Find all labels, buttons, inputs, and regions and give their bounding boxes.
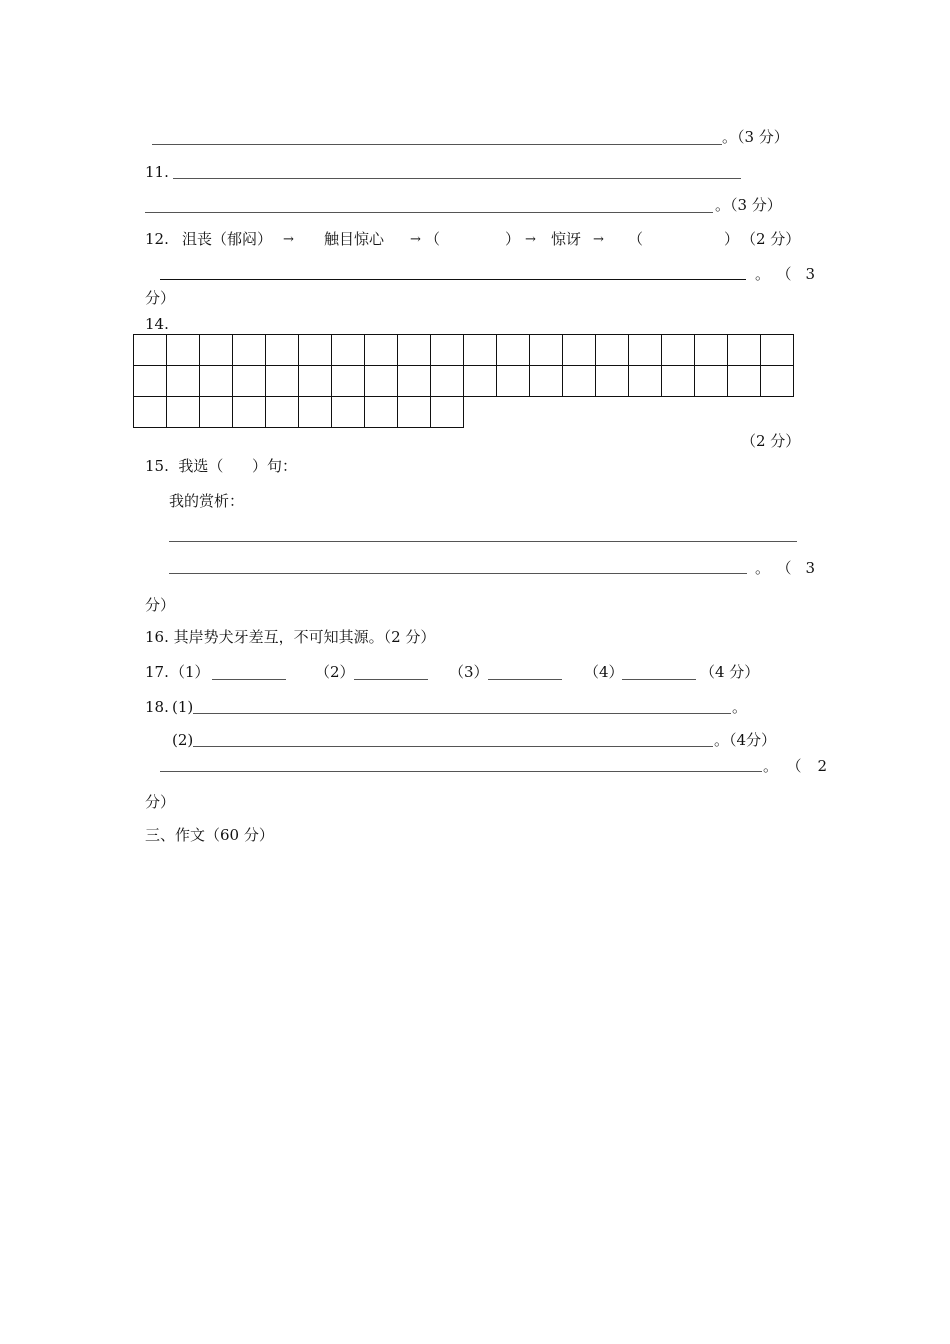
grid-cell[interactable]: [331, 365, 365, 397]
score-14: （2 分）: [741, 432, 801, 450]
answer-line-11b[interactable]: [145, 212, 713, 213]
q12-item-2: 触目惊心: [324, 230, 385, 248]
arrow-icon: →: [410, 232, 421, 247]
grid-cell[interactable]: [463, 365, 497, 397]
score-11: 。（3 分）: [715, 196, 782, 214]
question-11-number: 11.: [145, 163, 169, 181]
grid-cell[interactable]: [133, 396, 167, 428]
grid-cell[interactable]: [694, 365, 728, 397]
grid-row-2[interactable]: [134, 366, 794, 397]
answer-line-13[interactable]: [160, 279, 746, 280]
grid-cell[interactable]: [298, 396, 332, 428]
score-19: 。（2: [763, 757, 844, 775]
grid-cell[interactable]: [760, 334, 794, 366]
q18-part-2-label: (2): [172, 731, 194, 749]
question-15-prompt: 15. 我选（ ）句：: [145, 457, 298, 475]
answer-line-19[interactable]: [160, 771, 762, 772]
q12-item-1: 沮丧（郁闷）: [182, 230, 273, 248]
grid-cell[interactable]: [265, 396, 299, 428]
grid-cell[interactable]: [331, 396, 365, 428]
score-15: 。（3: [755, 559, 830, 577]
grid-cell[interactable]: [430, 334, 464, 366]
answer-line-15b[interactable]: [169, 573, 747, 574]
grid-row-1[interactable]: [134, 335, 794, 366]
q17-label-1: （1）: [170, 663, 210, 681]
grid-cell[interactable]: [397, 396, 431, 428]
grid-cell[interactable]: [364, 365, 398, 397]
answer-line-18b[interactable]: [193, 746, 713, 747]
grid-cell[interactable]: [562, 334, 596, 366]
grid-cell[interactable]: [661, 334, 695, 366]
grid-cell[interactable]: [430, 396, 464, 428]
q12-item-4: 惊讶: [551, 230, 582, 248]
grid-cell[interactable]: [694, 334, 728, 366]
question-14-number: 14.: [145, 315, 169, 333]
grid-cell[interactable]: [562, 365, 596, 397]
answer-line-15a[interactable]: [169, 541, 797, 542]
q18-part-1-label: (1): [172, 698, 194, 716]
score-18: 。（4分）: [714, 731, 777, 749]
score-12: （2 分）: [741, 230, 801, 248]
answer-line-10[interactable]: [152, 144, 722, 145]
arrow-icon: →: [283, 232, 294, 247]
grid-cell[interactable]: [232, 334, 266, 366]
q17-blank-1[interactable]: [212, 679, 286, 680]
grid-cell[interactable]: [265, 365, 299, 397]
grid-cell[interactable]: [133, 334, 167, 366]
grid-cell[interactable]: [397, 365, 431, 397]
score-10: 。（3 分）: [722, 128, 789, 146]
grid-cell[interactable]: [496, 365, 530, 397]
grid-cell[interactable]: [199, 365, 233, 397]
grid-cell[interactable]: [628, 365, 662, 397]
q12-blank-1-open[interactable]: （: [425, 230, 441, 248]
q17-blank-4[interactable]: [622, 679, 696, 680]
answer-line-11a[interactable]: [173, 178, 741, 179]
q12-blank-2-open[interactable]: （: [628, 230, 644, 248]
score-17: （4 分）: [700, 663, 760, 681]
score-15-wrap: 分）: [145, 596, 176, 614]
arrow-icon: →: [593, 232, 604, 247]
grid-cell[interactable]: [430, 365, 464, 397]
question-18-number: 18.: [145, 698, 169, 716]
grid-cell[interactable]: [661, 365, 695, 397]
grid-cell[interactable]: [166, 365, 200, 397]
grid-cell[interactable]: [463, 334, 497, 366]
grid-cell[interactable]: [727, 365, 761, 397]
grid-cell[interactable]: [232, 396, 266, 428]
grid-cell[interactable]: [595, 334, 629, 366]
grid-cell[interactable]: [364, 334, 398, 366]
grid-cell[interactable]: [628, 334, 662, 366]
q17-blank-3[interactable]: [488, 679, 562, 680]
q15-appreciation-label: 我的赏析：: [169, 492, 245, 510]
grid-cell[interactable]: [364, 396, 398, 428]
grid-cell[interactable]: [298, 365, 332, 397]
score-13-wrap: 分）: [145, 289, 176, 307]
grid-cell[interactable]: [265, 334, 299, 366]
arrow-icon: →: [525, 232, 536, 247]
question-16: 16. 其岸势犬牙差互，不可知其源。（2 分）: [145, 628, 436, 646]
q17-label-4: （4）: [584, 663, 624, 681]
q12-blank-2-close: ）: [724, 230, 740, 248]
question-17-number: 17.: [145, 663, 169, 681]
grid-cell[interactable]: [331, 334, 365, 366]
answer-line-18a[interactable]: [193, 713, 731, 714]
grid-cell[interactable]: [529, 365, 563, 397]
grid-cell[interactable]: [166, 396, 200, 428]
grid-cell[interactable]: [529, 334, 563, 366]
q17-label-3: （3）: [449, 663, 489, 681]
grid-cell[interactable]: [727, 334, 761, 366]
grid-cell[interactable]: [199, 396, 233, 428]
grid-cell[interactable]: [133, 365, 167, 397]
score-19-wrap: 分）: [145, 793, 176, 811]
grid-cell[interactable]: [397, 334, 431, 366]
grid-cell[interactable]: [760, 365, 794, 397]
grid-cell[interactable]: [232, 365, 266, 397]
q17-blank-2[interactable]: [354, 679, 428, 680]
grid-cell[interactable]: [595, 365, 629, 397]
question-12-number: 12.: [145, 230, 169, 248]
grid-row-3[interactable]: [134, 397, 464, 428]
q12-blank-1-close: ）: [505, 230, 521, 248]
grid-cell[interactable]: [166, 334, 200, 366]
section-3-heading: 三、作文（60 分）: [145, 826, 274, 844]
score-13: 。（3: [755, 265, 830, 283]
q18-end-1: 。: [732, 698, 748, 716]
grid-cell[interactable]: [298, 334, 332, 366]
grid-cell[interactable]: [199, 334, 233, 366]
grid-cell[interactable]: [496, 334, 530, 366]
q17-label-2: （2）: [315, 663, 355, 681]
